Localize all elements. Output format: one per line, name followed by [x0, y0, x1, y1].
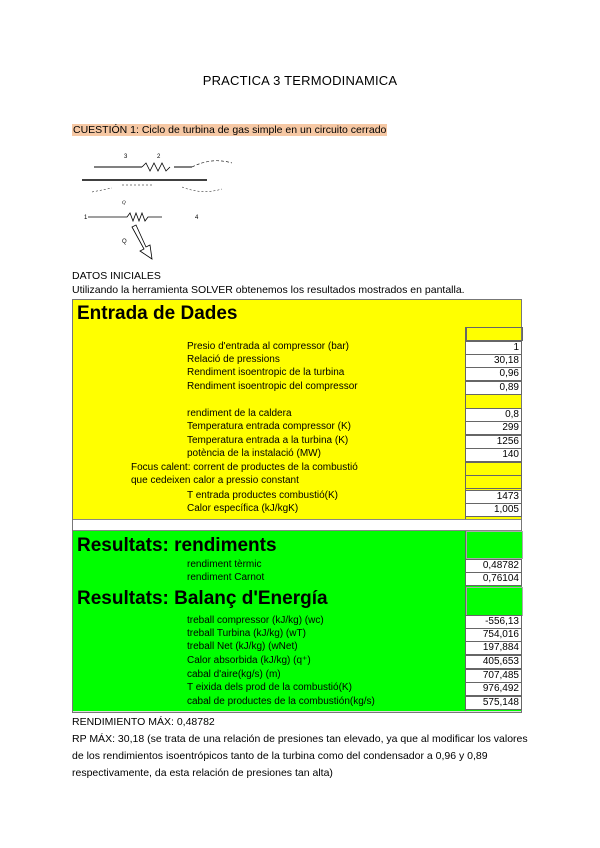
- rend-row-label: rendiment tèrmic: [187, 559, 262, 570]
- input-row-label: que cedeixen calor a pressio constant: [131, 475, 299, 486]
- energy-row-label: T eixida dels prod de la combustió(K): [187, 682, 352, 693]
- spacer-row: [73, 520, 521, 531]
- rp-max: RP MÁX: 30,18 (se trata de una relación de presiones tan elevado, ya que al modificar los valores de los rendimientos isoentrópicos tanto de la turbina como del condensador a 0,96 y 0,89 respectivamente, da esta relación de presiones tan alta): [72, 733, 528, 779]
- input-row-value: 1: [465, 341, 522, 355]
- blank-cell: [466, 587, 523, 616]
- energy-row-value: 405,653: [465, 655, 522, 669]
- input-row-value: 299: [465, 421, 522, 435]
- input-row-value: 0,8: [465, 408, 522, 422]
- energy-row-label: treball compressor (kJ/kg) (wc): [187, 615, 324, 626]
- rend-max: RENDIMIENTO MÁX: 0,48782: [72, 716, 215, 728]
- input-row-value: 0,96: [465, 367, 522, 381]
- energy-row-label: cabal de productes de la combustión(kg/s): [187, 696, 375, 707]
- rend-row-label: rendiment Carnot: [187, 572, 265, 583]
- energy-row-label: cabal d'aire(kg/s) (m): [187, 669, 281, 680]
- blank-cell: [466, 327, 523, 341]
- input-row-label: rendiment de la caldera: [187, 408, 292, 419]
- svg-text:4: 4: [195, 215, 199, 221]
- energy-row-value: 197,884: [465, 641, 522, 655]
- input-heading: Entrada de Dades: [77, 303, 238, 324]
- energy-row-value: 976,492: [465, 682, 522, 696]
- input-row-label: Temperatura entrada compressor (K): [187, 421, 351, 432]
- input-row-value: 30,18: [465, 354, 522, 368]
- cycle-diagram: [82, 147, 232, 262]
- input-row-label: Relació de pressions: [187, 354, 280, 365]
- question-heading: CUESTIÓN 1: Ciclo de turbina de gas simple en un circuito cerrado: [73, 124, 387, 136]
- svg-text:2: 2: [157, 154, 161, 160]
- energy-row-value: 575,148: [465, 696, 522, 710]
- input-section: [73, 300, 521, 520]
- input-row-label: Calor específica (kJ/kgK): [187, 503, 299, 514]
- input-row-label: potència de la instalació (MW): [187, 448, 321, 459]
- svg-text:Q: Q: [122, 201, 126, 206]
- input-row-value: [465, 462, 522, 476]
- results-section: [73, 531, 521, 711]
- input-row-label: T entrada productes combustió(K): [187, 490, 339, 501]
- energy-row-label: treball Turbina (kJ/kg) (wT): [187, 628, 306, 639]
- input-row-value: 1,005: [465, 503, 522, 517]
- input-row-value: 0,89: [465, 381, 522, 395]
- input-row-value: 140: [465, 448, 522, 462]
- datos-text: Utilizando la herramienta SOLVER obtenemos los resultados mostrados en pantalla.: [72, 284, 465, 296]
- blank-cell: [466, 531, 523, 559]
- input-row-label: Rendiment isoentropic del compressor: [187, 381, 358, 392]
- energy-row-label: treball Net (kJ/kg) (wNet): [187, 641, 298, 652]
- input-row-value: [465, 475, 522, 489]
- input-row-label: Temperatura entrada a la turbina (K): [187, 435, 349, 446]
- spreadsheet: [72, 299, 522, 713]
- input-row-label: Presio d'entrada al compressor (bar): [187, 341, 349, 352]
- rend-heading: Resultats: rendiments: [77, 535, 277, 556]
- energy-row-value: 707,485: [465, 669, 522, 683]
- energy-row-value: 754,016: [465, 628, 522, 642]
- input-row-value: 1473: [465, 490, 522, 504]
- input-row-value: 1256: [465, 435, 522, 449]
- rend-row-value: 0,76104: [465, 572, 522, 586]
- energy-row-value: -556,13: [465, 615, 522, 629]
- svg-text:Q: Q: [122, 239, 127, 245]
- input-row-label: Rendiment isoentropic de la turbina: [187, 367, 345, 378]
- datos-heading: DATOS INICIALES: [72, 270, 161, 282]
- input-row-label: Focus calent: corrent de productes de la combustió: [131, 462, 358, 473]
- rend-row-value: 0,48782: [465, 559, 522, 573]
- energy-row-label: Calor absorbida (kJ/kg) (q⁺): [187, 655, 311, 666]
- page-title: PRACTICA 3 TERMODINAMICA: [202, 73, 398, 88]
- energy-heading: Resultats: Balanç d'Energía: [77, 588, 328, 609]
- svg-text:3: 3: [124, 154, 128, 160]
- svg-text:1: 1: [84, 215, 88, 221]
